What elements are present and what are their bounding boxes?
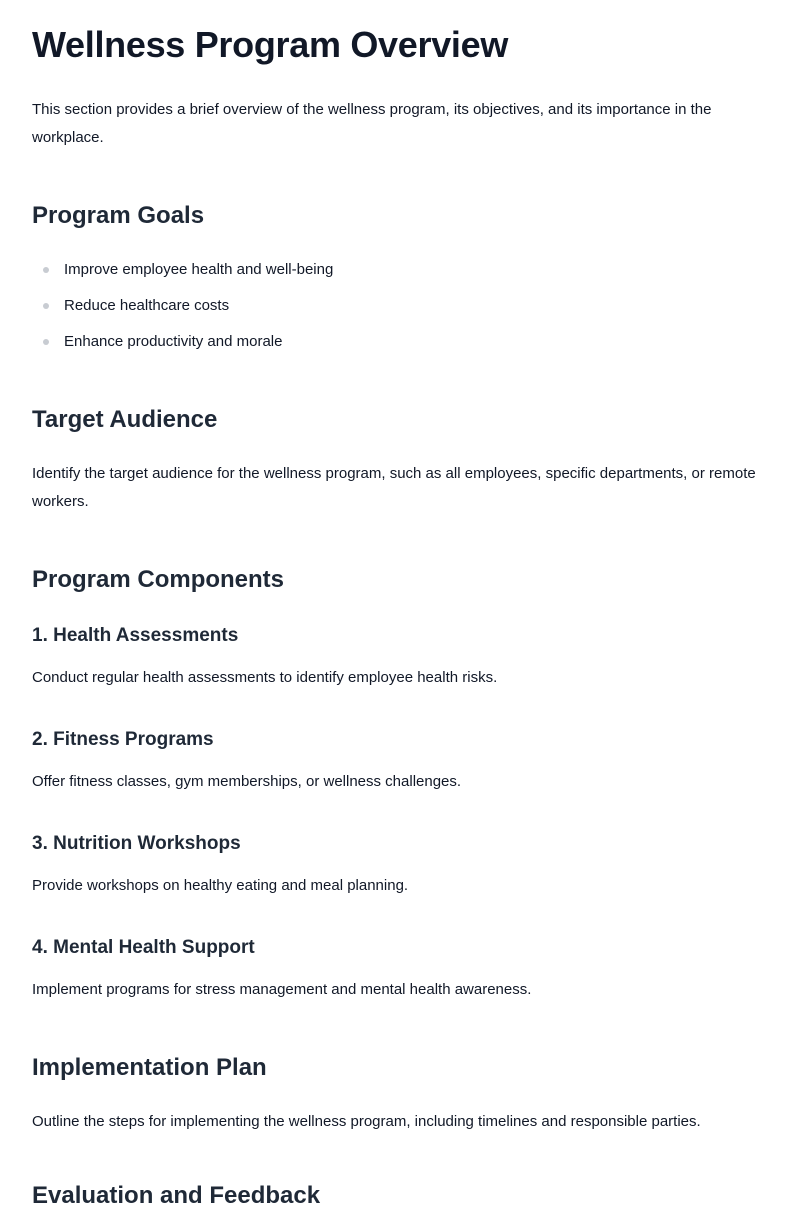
bullet-icon (43, 267, 49, 273)
bullet-icon (43, 303, 49, 309)
implementation-plan-paragraph: Outline the steps for implementing the wellness program, including timelines and responsible parties. (32, 1113, 701, 1130)
page-title: Wellness Program Overview (32, 24, 509, 65)
intro-paragraph: This section provides a brief overview of the wellness program, its objectives, and its importance in the workplace. (32, 101, 712, 146)
list-item (32, 290, 768, 326)
list-item (32, 326, 768, 362)
component-text-fitness-programs: Offer fitness classes, gym memberships, or wellness challenges. (32, 773, 462, 790)
component-heading-mental-health-support: 4. Mental Health Support (32, 937, 255, 958)
component-heading-health-assessments: 1. Health Assessments (32, 625, 239, 646)
list-item-text: Enhance productivity and morale (64, 333, 283, 350)
implementation-plan-heading: Implementation Plan (32, 1054, 267, 1081)
list-item (32, 254, 768, 290)
evaluation-feedback-heading: Evaluation and Feedback (32, 1182, 321, 1209)
list-item-text: Improve employee health and well-being (64, 261, 334, 278)
component-heading-fitness-programs: 2. Fitness Programs (32, 729, 214, 750)
component-text-nutrition-workshops: Provide workshops on healthy eating and meal planning. (32, 877, 409, 894)
bullet-icon (43, 339, 49, 345)
component-text-health-assessments: Conduct regular health assessments to identify employee health risks. (32, 669, 498, 686)
list-item-text: Reduce healthcare costs (64, 297, 230, 314)
program-goals-heading: Program Goals (32, 202, 205, 229)
program-components-heading: Program Components (32, 566, 285, 593)
target-audience-heading: Target Audience (32, 406, 218, 433)
program-goals-list (32, 254, 768, 362)
component-heading-nutrition-workshops: 3. Nutrition Workshops (32, 833, 241, 854)
component-text-mental-health-support: Implement programs for stress management and mental health awareness. (32, 981, 532, 998)
target-audience-paragraph: Identify the target audience for the wellness program, such as all employees, specific departments, or remote workers. (32, 465, 756, 510)
